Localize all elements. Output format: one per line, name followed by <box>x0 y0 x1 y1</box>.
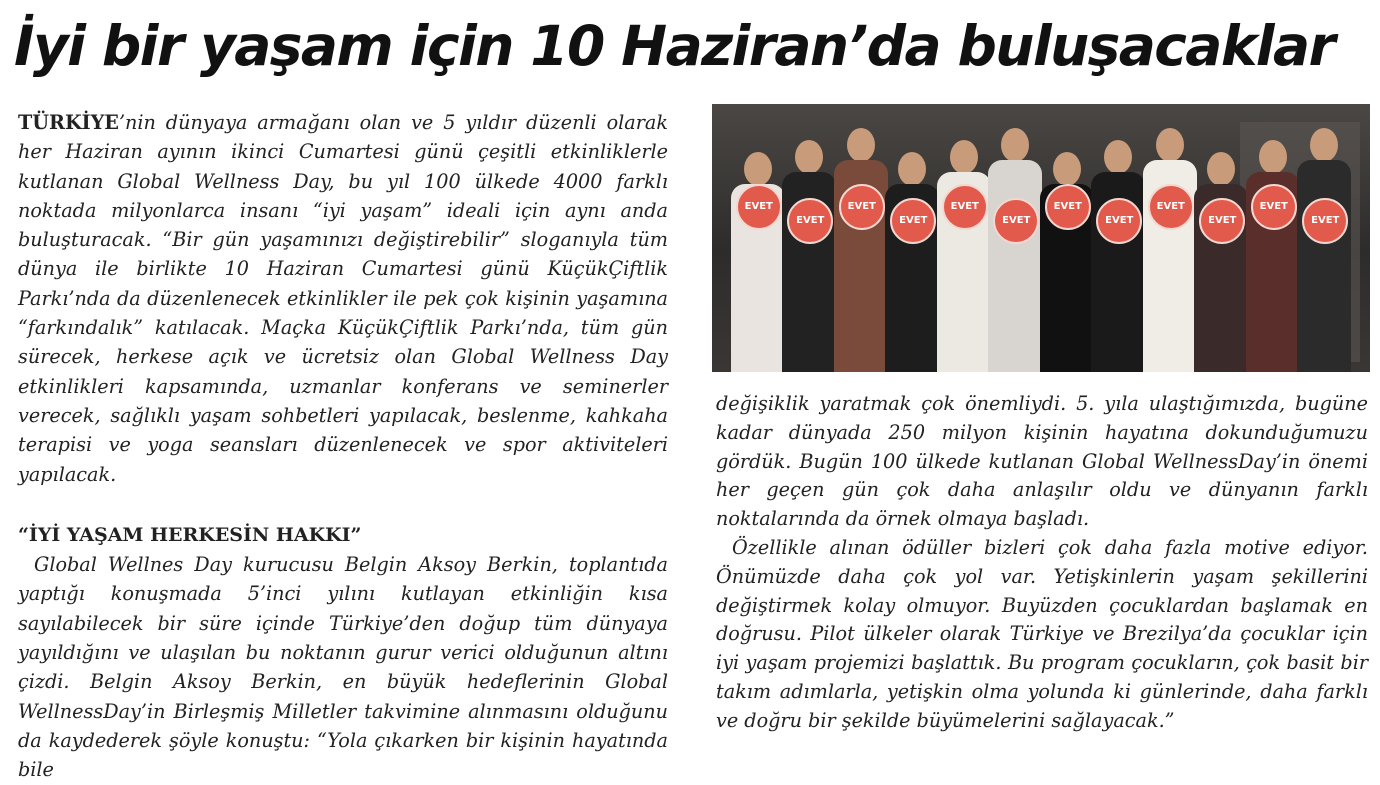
person-head <box>1104 140 1132 174</box>
round-sign: EVET <box>1199 198 1245 244</box>
photo-person <box>1294 128 1354 372</box>
round-sign: EVET <box>1148 184 1194 230</box>
paragraph-intro-text: ’nin dünyaya armağanı olan ve 5 yıldır düzenli olarak her Haziran ayının ikinci Cumartesi günü çeşitli etkinliklerle kutlanan Global Wellness Day, bu yıl 100 ülkede 4000 farklı noktada milyonlarca insanı “iyi yaşam” ideali için aynı anda buluşturacak. “Bir gün yaşamınızı değiştirebilir” sloganıyla tüm dünya ile birlikte 10 Haziran Cumartesi günü KüçükÇiftlik Parkı’nda da düzenlenecek etkinlikler ile pek çok kişinin yaşamına “farkındalık” katılacak. Maçka KüçükÇiftlik Parkı’nda, tüm gün sürecek, herkese açık ve ücretsiz olan Global Wellness Day etkinlikleri kapsamında, uzmanlar konferans ve seminerler verecek, sağlıklı yaşam sohbetleri yapılacak, beslenme, kahkaha terapisi ve yoga seansları düzenlenecek ve spor aktiviteleri yapılacak. <box>18 111 668 486</box>
subheading: “İYİ YAŞAM HERKESİN HAKKI” <box>18 523 362 546</box>
round-sign: EVET <box>839 184 885 230</box>
person-head <box>744 152 772 186</box>
person-head <box>795 140 823 174</box>
round-sign: EVET <box>736 184 782 230</box>
paragraph-closing: Özellikle alınan ödüller bizleri çok daha fazla motive ediyor. Önümüzde daha çok yol var. Yetişkinlerin yaşam şekillerini değiştirmek kolay olmuyor. Buyüzden çocuklardan başlamak en doğrusu. Pilot ülkeler olarak Türkiye ve Brezilya’da çocuklar için iyi yaşam projemizi başlattık. Bu program çocukların, çok basit bir takım adımlarla, yetişkin olma yolunda ki günlerinde, daha farklı ve doğru bir şekilde büyümelerini sağlayacak.” <box>716 535 1368 732</box>
person-head <box>1259 140 1287 174</box>
person-head <box>1207 152 1235 186</box>
round-sign: EVET <box>1302 198 1348 244</box>
lead-word: TÜRKİYE <box>18 111 119 134</box>
round-sign: EVET <box>942 184 988 230</box>
round-sign: EVET <box>1096 198 1142 244</box>
round-sign: EVET <box>993 198 1039 244</box>
round-sign: EVET <box>787 198 833 244</box>
person-head <box>1001 128 1029 162</box>
paragraph-continued: değişiklik yaratmak çok önemliydi. 5. yıla ulaştığımızda, bugüne kadar dünyada 250 milyon kişinin hayatına dokunduğumuzu gördük. Bugün 100 ülkede kutlanan Global WellnessDay’in önemi her geçen gün çok daha anlaşılır oldu ve dünyanın farklı noktalarında da örnek olmaya başladı. <box>716 392 1368 531</box>
headline: İyi bir yaşam için 10 Haziran’da buluşacaklar <box>14 14 1335 78</box>
person-head <box>898 152 926 186</box>
person-head <box>847 128 875 162</box>
round-sign: EVET <box>890 198 936 244</box>
right-column <box>716 390 1368 736</box>
round-sign: EVET <box>1251 184 1297 230</box>
left-column <box>18 108 668 785</box>
paragraph-quote-intro: Global Wellnes Day kurucusu Belgin Aksoy Berkin, toplantıda yaptığı konuşmada 5’inci yılını kutlayan etkinliğin kısa sayılabilecek bir süre içinde Türkiye’den doğup tüm dünyaya yayıldığını ve ulaşılan bu noktanın gurur verici olduğunun altını çizdi. Belgin Aksoy Berkin, en büyük hedeflerinin Global WellnessDay’in Birleşmiş Milletler takvimine alınmasını olduğunu da kaydederek şöyle konuştu: “Yola çıkarken bir kişinin hayatında bile <box>18 553 668 782</box>
paragraph-intro <box>18 108 668 489</box>
person-head <box>1156 128 1184 162</box>
person-head <box>1053 152 1081 186</box>
person-head <box>950 140 978 174</box>
person-head <box>1310 128 1338 162</box>
event-photo <box>712 104 1370 372</box>
person-body <box>988 160 1042 372</box>
round-sign: EVET <box>1045 184 1091 230</box>
person-body <box>1297 160 1351 372</box>
